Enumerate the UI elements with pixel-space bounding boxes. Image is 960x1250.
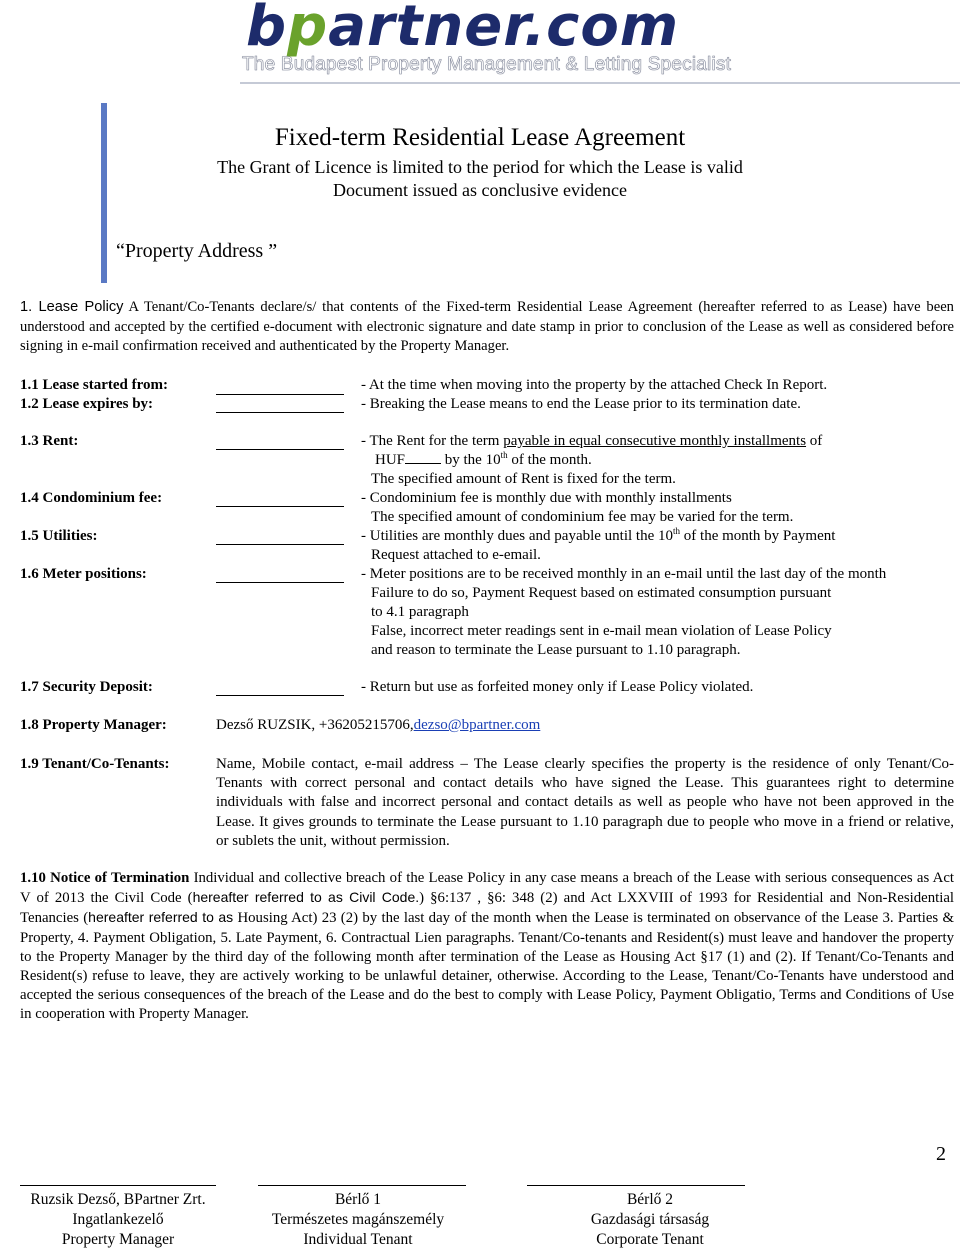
- page-number: 2: [936, 1143, 946, 1165]
- property-address: “Property Address ”: [116, 240, 278, 262]
- item-1-6-line3: to 4.1 paragraph: [371, 604, 469, 620]
- item-1-4-desc: - Condominium fee is monthly due with monthly installments: [361, 490, 732, 506]
- lease-policy-text: A Tenant/Co-Tenants declare/s/ that contents of the Fixed-term Residential Lease Agreement (hereafter referred to as Lease) have been understood and accepted by the certified e-document with electronic signature and date stamp in prior to conclusion of the Lease as well as considered before signing in e-mail confirmation received and authenticated by the Property Manager.: [20, 299, 954, 354]
- item-1-6-blank[interactable]: [216, 582, 344, 583]
- item-1-3-line3: The specified amount of Rent is fixed for the term.: [371, 471, 676, 487]
- document-subtitle-2: Document issued as conclusive evidence: [333, 180, 627, 200]
- item-1-8-label: 1.8 Property Manager:: [20, 717, 167, 733]
- item-1-2-blank[interactable]: [216, 412, 344, 413]
- item-1-7-blank[interactable]: [216, 695, 344, 696]
- item-1-7-label: 1.7 Security Deposit:: [20, 679, 153, 695]
- item-1-3-label: 1.3 Rent:: [20, 433, 79, 449]
- document-subtitle-1: The Grant of Licence is limited to the period for which the Lease is valid: [217, 157, 743, 177]
- item-1-9-text: Name, Mobile contact, e-mail address – The Lease clearly specifies the property is the residence of only Tenant/Co-Tenants with correct personal and contact details who have signed the Lease. This guarantees right to determine individuals with false and incorrect personal and contact details as well as people who have not been approved in the Lease. It gives grounds to terminate the Lease pursuant to 1.10 paragraph due to people who move in a friend or relative, or sublets the unit, without permission.: [216, 756, 954, 849]
- item-1-4-line2: The specified amount of condominium fee may be varied for the term.: [371, 509, 794, 525]
- item-1-4-blank[interactable]: [216, 506, 344, 507]
- item-1-6-label: 1.6 Meter positions:: [20, 566, 147, 582]
- document-title: Fixed-term Residential Lease Agreement: [274, 124, 686, 151]
- item-1-7-desc: - Return but use as forfeited money only if Lease Policy violated.: [361, 679, 754, 695]
- item-1-9-label: 1.9 Tenant/Co-Tenants:: [20, 756, 170, 772]
- signature-block-tenant-2: Bérlő 2 Gazdasági társaság Corporate Tenant: [590, 1191, 710, 1248]
- item-1-2-desc: - Breaking the Lease means to end the Lease prior to its termination date.: [361, 396, 801, 412]
- lease-policy-paragraph: [20, 298, 954, 357]
- item-1-3-desc: - The Rent for the term payable in equal consecutive monthly installments of: [361, 433, 823, 449]
- signature-block-tenant-1: Bérlő 1 Természetes magánszemély Individual Tenant: [271, 1191, 445, 1248]
- item-1-5-blank[interactable]: [216, 544, 344, 545]
- item-1-5-line2: Request attached to e-email.: [371, 547, 541, 563]
- signature-line-3[interactable]: [527, 1185, 745, 1186]
- item-1-6-line5: and reason to terminate the Lease pursuant to 1.10 paragraph.: [371, 642, 741, 658]
- item-1-5-label: 1.5 Utilities:: [20, 528, 98, 544]
- item-1-6-desc: - Meter positions are to be received monthly in an e-mail until the last day of the month: [361, 566, 887, 582]
- logo-divider: [240, 82, 960, 84]
- notice-of-termination-heading: 1.10 Notice of Termination: [20, 870, 190, 886]
- company-logo: [240, 0, 780, 80]
- logo-tagline: The Budapest Property Management & Letting Specialist: [242, 54, 732, 75]
- item-1-1-desc: - At the time when moving into the property by the attached Check In Report.: [361, 377, 828, 393]
- signature-line-1[interactable]: [20, 1185, 216, 1186]
- notice-of-termination-paragraph: 1.10 Notice of Termination Individual and collective breach of the Lease Policy in any case means a breach of the Lease with serious consequences as Act V of 2013 the Civil Code (hereafter referred to as Civil Code.) §6:137 , §6: 348 (2) and Act LXXVIII of 1993 for Residential and Non-Residential Tenancies (hereafter referred to as Housing Act) 23 (2) by the last day of the month when the Lease is terminated on observance of the Lease 3. Parties & Property, 4. Payment Obligation, 5. Late Payment, 6. Contractual Lien paragraphs. Tenant/Co-tenants and Resident(s) must leave and handover the property to the Property Manager by the third day of the following month after termination of the Lease as Housing Act §17 (1) and (2). If Tenant/Co-Tenants and Resident(s) refuse to leave, they are actively working to be unlawful detainer, otherwise. According to the Lease, Tenant/Co-Tenants have understood and accepted the serious consequences of the breach of the Lease and do the best to comply with Lease Policy, Payment Obligatio, Terms and Conditions of Use in cooperation with Property Manager.: [20, 870, 955, 1023]
- item-1-2-label: 1.2 Lease expires by:: [20, 396, 154, 412]
- signature-line-2[interactable]: [258, 1185, 466, 1186]
- logo-wordmark: bpartner.com: [246, 0, 680, 59]
- item-1-1-label: 1.1 Lease started from:: [20, 377, 169, 393]
- item-1-4-label: 1.4 Condominium fee:: [20, 490, 163, 506]
- property-manager-contact: Dezső RUZSIK, +36205215706,dezso@bpartner.com: [216, 717, 541, 733]
- item-1-3-blank[interactable]: [216, 449, 344, 450]
- item-1-3-line2: HUF by the 10th of the month.: [375, 450, 592, 468]
- item-1-6-line4: False, incorrect meter readings sent in e-mail mean violation of Lease Policy: [371, 623, 832, 639]
- manager-email-link[interactable]: dezso@bpartner.com: [413, 717, 541, 733]
- signature-block-manager: Ruzsik Dezső, BPartner Zrt. Ingatlankezelő Property Manager: [30, 1191, 206, 1248]
- item-1-5-desc: - Utilities are monthly dues and payable until the 10th of the month by Payment: [361, 526, 836, 544]
- item-1-1-blank[interactable]: [216, 394, 344, 395]
- item-1-6-line2: Failure to do so, Payment Request based on estimated consumption pursuant: [371, 585, 832, 601]
- lease-policy-heading: 1. Lease Policy: [20, 299, 124, 315]
